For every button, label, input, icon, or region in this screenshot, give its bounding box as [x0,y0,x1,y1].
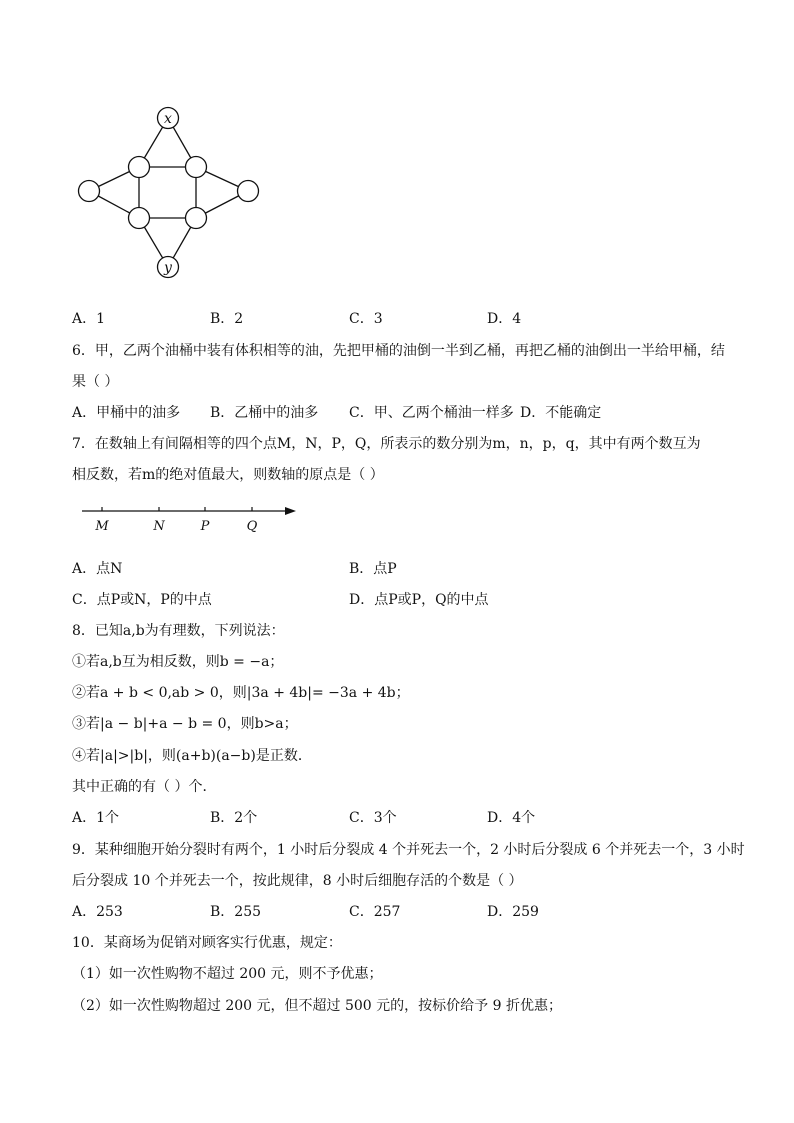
axis-label-q: Q [246,519,258,534]
node-bottom-label: y [164,260,172,276]
q7-stem-line2: 相反数，若m的绝对值最大，则数轴的原点是（ ） [72,467,384,483]
q8-statement-2: ②若a + b < 0,ab > 0，则|3a + 4b|= −3a + 4b； [72,685,410,701]
q7-option-b: B．点P [349,561,397,577]
q6-option-c: C．甲、乙两个桶油一样多 [349,405,514,421]
q9-option-b: B．255 [210,904,262,920]
q7-stem-line1: 7．在数轴上有间隔相等的四个点M，N，P，Q，所表示的数分别为m，n，p，q，其中有两个数互为 [72,436,701,452]
q9-option-d: D．259 [487,904,539,920]
axis-label-n: N [153,519,165,534]
q6-option-d: D．不能确定 [520,405,602,421]
node-square-br [186,208,207,229]
node-top-label: x [164,111,172,127]
q6-stem-line1: 6．甲，乙两个油桶中装有体积相等的油，先把甲桶的油倒一半到乙桶，再把乙桶的油倒出一半给甲桶，结 [72,343,725,359]
q8-tail: 其中正确的有（ ）个． [72,779,217,795]
number-line [72,500,372,540]
q9-option-a: A．253 [72,904,123,920]
q8-option-a: A．1个 [72,810,120,826]
axis-label-m: M [95,519,109,534]
q8-option-c: C．3个 [349,810,397,826]
q8-option-b: B．2个 [210,810,258,826]
node-square-tr [186,157,207,178]
q5-option-d: D．4 [487,311,522,327]
q10-rule-1: （1）如一次性购物不超过 200 元，则不予优惠； [72,966,383,982]
node-right [238,181,259,202]
q9-stem-line2: 后分裂成 10 个并死去一个，按此规律，8 小时后细胞存活的个数是（ ） [72,873,523,889]
q9-stem-line1: 9．某种细胞开始分裂时有两个，1 小时后分裂成 4 个并死去一个，2 小时后分裂成 6 个并死去一个，3 小时 [72,842,745,858]
node-left [79,181,100,202]
q8-statement-1: ①若a,b互为相反数，则b = −a； [72,654,284,670]
axis-label-p: P [200,519,210,534]
q6-option-b: B．乙桶中的油多 [210,405,319,421]
q9-option-c: C．257 [349,904,401,920]
q10-rule-2: （2）如一次性购物超过 200 元，但不超过 500 元的，按标价给予 9 折优惠； [72,998,562,1014]
q8-statement-4: ④若|a|>|b|，则(a+b)(a−b)是正数． [72,748,312,764]
q8-option-d: D．4个 [487,810,536,826]
q8-statement-3: ③若|a − b|+a − b = 0，则b>a； [72,716,298,732]
q5-option-c: C．3 [349,311,383,327]
q7-option-d: D．点P或P，Q的中点 [349,592,489,608]
node-square-bl [129,208,150,229]
q7-option-c: C．点P或N，P的中点 [72,592,212,608]
q7-option-a: A．点N [72,561,123,577]
q6-stem-line2: 果（ ） [72,374,119,390]
q5-option-a: A．1 [72,311,106,327]
q5-option-b: B．2 [210,311,244,327]
q8-stem: 8．已知a,b为有理数，下列说法： [72,623,285,639]
node-square-tl [129,157,150,178]
q6-option-a: A．甲桶中的油多 [72,405,181,421]
q10-stem: 10．某商场为促销对顾客实行优惠，规定： [72,935,342,951]
node-graph-figure [0,0,794,300]
